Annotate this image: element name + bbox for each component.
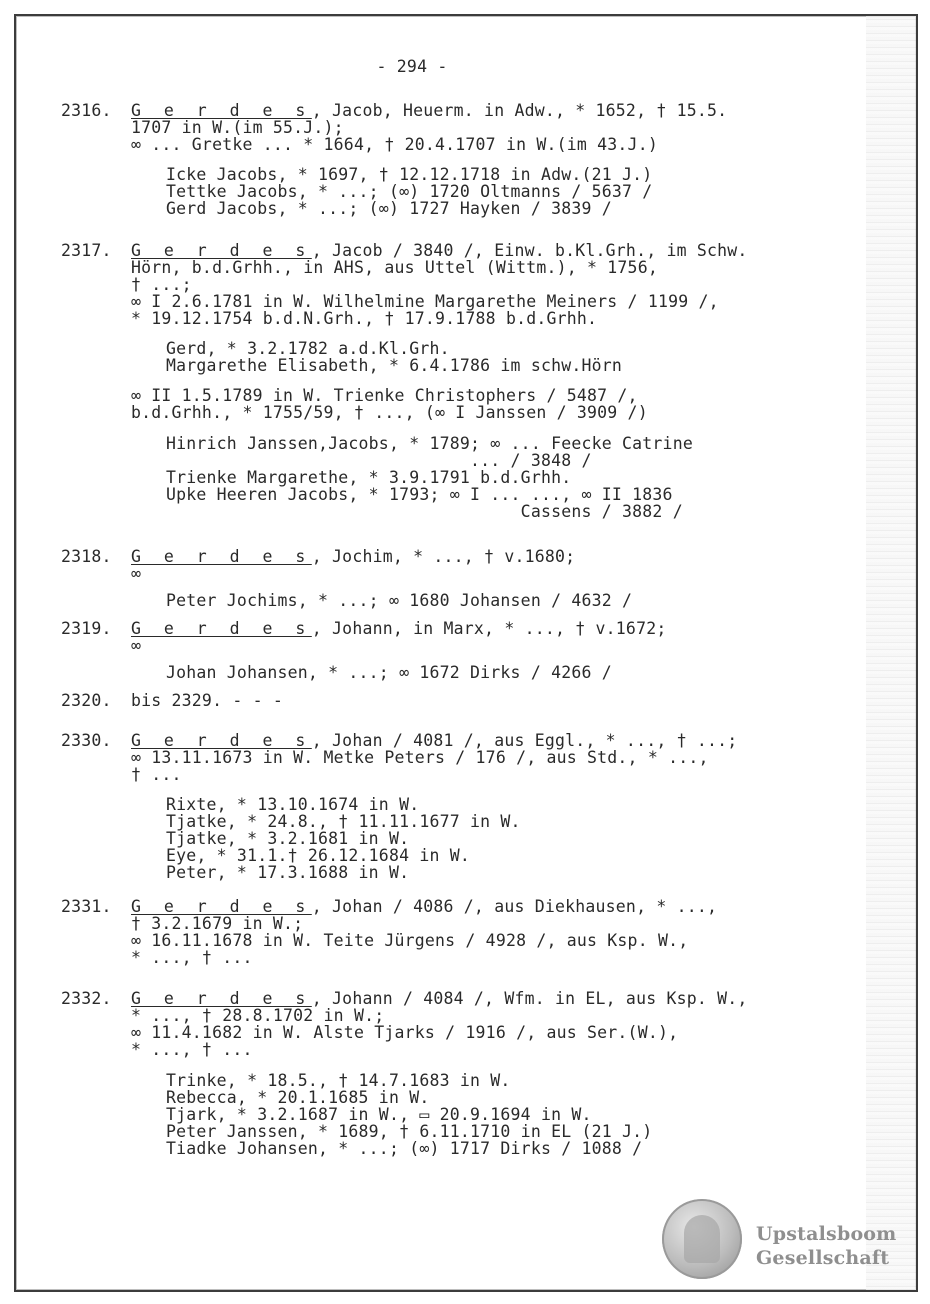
page-number: - 294 - [376, 57, 448, 76]
entry-number: 2317. [61, 241, 112, 260]
entry-line: ∞ ... Gretke ... * 1664, † 20.4.1707 in W.(im 43.J.) [131, 135, 658, 154]
entry-number: 2331. [61, 897, 112, 916]
surname: G e r d e s [131, 101, 312, 120]
child-line: Tettke Jacobs, * ...; (∞) 1720 Oltmanns / 5637 / [166, 182, 653, 201]
entry-line [131, 990, 748, 1007]
logo-line-2: Gesellschaft [756, 1247, 890, 1269]
entry-line: ∞ 11.4.1682 in W. Alste Tjarks / 1916 /, aus Ser.(W.), [131, 1023, 679, 1042]
entry-number: 2332. [61, 989, 112, 1008]
surname: G e r d e s [131, 731, 312, 750]
entry-line [131, 102, 727, 119]
child-line: Tjark, * 3.2.1687 in W., ▭ 20.9.1694 in W. [166, 1105, 592, 1124]
entry-number: 2320. [61, 691, 112, 710]
entry-line [131, 242, 748, 259]
entry-text: , Johann, in Marx, * ..., † v.1672; [311, 619, 667, 638]
entry-text: , Johan / 4086 /, aus Diekhausen, * ..., [311, 897, 718, 916]
society-logo [756, 1222, 897, 1270]
child-line: Trinke, * 18.5., † 14.7.1683 in W. [166, 1071, 511, 1090]
entry-text: , Johan / 4081 /, aus Eggl., * ..., † ...; [311, 731, 738, 750]
entry-line: ∞ 13.11.1673 in W. Metke Peters / 176 /, aus Std., * ..., [131, 748, 709, 767]
child-line: Trienke Margarethe, * 3.9.1791 b.d.Grhh. [166, 468, 572, 487]
entry-line: ∞ 16.11.1678 in W. Teite Jürgens / 4928 /, aus Ksp. W., [131, 931, 689, 950]
entry-line: * ..., † ... [131, 1040, 253, 1059]
entry-line: bis 2329. - - - [131, 691, 284, 710]
child-line: Eye, * 31.1.† 26.12.1684 in W. [166, 846, 471, 865]
child-line: Hinrich Janssen,Jacobs, * 1789; ∞ ... Feecke Catrine [166, 434, 693, 453]
entry-line: ∞ [131, 564, 142, 583]
entry-number: 2330. [61, 731, 112, 750]
surname: G e r d e s [131, 619, 312, 638]
entry-line [131, 732, 737, 749]
child-line: ... / 3848 / [166, 451, 592, 470]
child-line: Gerd Jacobs, * ...; (∞) 1727 Hayken / 3839 / [166, 199, 612, 218]
entry-number: 2318. [61, 547, 112, 566]
entry-line [131, 548, 575, 565]
page-frame [14, 14, 918, 1292]
child-line: Margarethe Elisabeth, * 6.4.1786 im schw.Hörn [166, 356, 623, 375]
logo-line-1: Upstalsboom [756, 1223, 897, 1245]
entry-line: ∞ I 2.6.1781 in W. Wilhelmine Margarethe Meiners / 1199 /, [131, 292, 719, 311]
entry-text: , Jacob, Heuerm. in Adw., * 1652, † 15.5. [311, 101, 728, 120]
entry-line: Hörn, b.d.Grhh., in AHS, aus Uttel (Wittm.), * 1756, [131, 258, 658, 277]
document-page [16, 16, 916, 1290]
entry-line: † ... [131, 765, 182, 784]
entry-text: , Jacob / 3840 /, Einw. b.Kl.Grh., im Schw. [311, 241, 748, 260]
child-line: Tjatke, * 3.2.1681 in W. [166, 829, 410, 848]
entry-line: * ..., † ... [131, 948, 253, 967]
entry-line: * ..., † 28.8.1702 in W.; [131, 1006, 385, 1025]
entry-line: † ...; [131, 275, 192, 294]
surname: G e r d e s [131, 989, 312, 1008]
marriage-line: b.d.Grhh., * 1755/59, † ..., (∞ I Janssen / 3909 /) [131, 403, 648, 422]
entry-line: 1707 in W.(im 55.J.); [131, 118, 344, 137]
child-line: Rixte, * 13.10.1674 in W. [166, 795, 420, 814]
entry-line [131, 620, 666, 637]
entry-line: * 19.12.1754 b.d.N.Grh., † 17.9.1788 b.d.Grhh. [131, 309, 598, 328]
child-line: Rebecca, * 20.1.1685 in W. [166, 1088, 430, 1107]
entry-number: 2316. [61, 101, 112, 120]
entry-text: , Johann / 4084 /, Wfm. in EL, aus Ksp. W., [311, 989, 748, 1008]
child-line: Johan Johansen, * ...; ∞ 1672 Dirks / 4266 / [166, 663, 612, 682]
child-line: Peter Jochims, * ...; ∞ 1680 Johansen / 4632 / [166, 591, 633, 610]
entry-line: ∞ [131, 636, 142, 655]
surname: G e r d e s [131, 897, 312, 916]
child-line: Icke Jacobs, * 1697, † 12.12.1718 in Adw.(21 J.) [166, 165, 653, 184]
child-line: Tiadke Johansen, * ...; (∞) 1717 Dirks / 1088 / [166, 1139, 643, 1158]
entry-text: , Jochim, * ..., † v.1680; [311, 547, 576, 566]
child-line: Peter, * 17.3.1688 in W. [166, 863, 410, 882]
seal-logo-icon [662, 1199, 742, 1279]
child-line: Peter Janssen, * 1689, † 6.11.1710 in EL (21 J.) [166, 1122, 653, 1141]
child-line: Cassens / 3882 / [166, 502, 683, 521]
surname: G e r d e s [131, 547, 312, 566]
child-line: Upke Heeren Jacobs, * 1793; ∞ I ... ..., ∞ II 1836 [166, 485, 673, 504]
entry-line: † 3.2.1679 in W.; [131, 914, 304, 933]
surname: G e r d e s [131, 241, 312, 260]
entry-number: 2319. [61, 619, 112, 638]
marriage-line: ∞ II 1.5.1789 in W. Trienke Christophers / 5487 /, [131, 386, 638, 405]
entry-line [131, 898, 717, 915]
child-line: Gerd, * 3.2.1782 a.d.Kl.Grh. [166, 339, 450, 358]
child-line: Tjatke, * 24.8., † 11.11.1677 in W. [166, 812, 521, 831]
